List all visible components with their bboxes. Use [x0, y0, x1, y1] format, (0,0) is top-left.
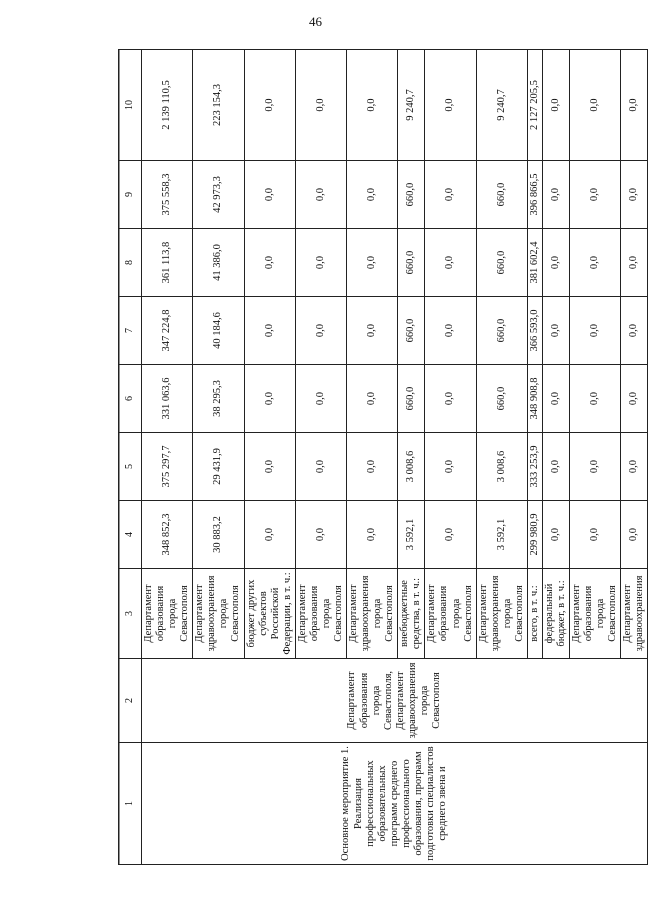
value-cell: 3 008,6 [398, 433, 425, 501]
value-cell: 0,0 [347, 229, 398, 297]
value-cell: 0,0 [425, 433, 476, 501]
value-cell: 0,0 [542, 501, 569, 569]
value-cell: 333 253,9 [527, 433, 542, 501]
value-cell: 0,0 [621, 161, 648, 229]
value-cell: 660,0 [398, 297, 425, 365]
value-cell: 0,0 [425, 501, 476, 569]
value-cell: 660,0 [398, 229, 425, 297]
value-cell: 0,0 [295, 297, 346, 365]
value-cell: 396 866,5 [527, 161, 542, 229]
value-cell: 660,0 [476, 297, 527, 365]
value-cell: 660,0 [476, 365, 527, 433]
value-cell: 0,0 [425, 229, 476, 297]
value-cell: 0,0 [425, 50, 476, 161]
value-cell: 348 852,3 [142, 501, 193, 569]
value-cell: 347 224,8 [142, 297, 193, 365]
value-cell: 0,0 [542, 229, 569, 297]
value-cell: 0,0 [244, 297, 295, 365]
value-cell: 0,0 [244, 161, 295, 229]
header-row [119, 50, 142, 865]
measure-description-cell: Основное мероприятие 1. Реализация профессиональных образовательных программ среднего профессионального образования, программ подготовки специалистов среднего звена и [142, 743, 648, 865]
header-cell: 9 [119, 161, 142, 229]
header-cell: 2 [119, 659, 142, 743]
value-cell: 0,0 [425, 365, 476, 433]
value-cell: 0,0 [570, 50, 621, 161]
value-cell: 660,0 [398, 161, 425, 229]
value-cell: 375 558,3 [142, 161, 193, 229]
value-cell: 0,0 [295, 50, 346, 161]
value-cell: 0,0 [295, 365, 346, 433]
source-label-cell: Департамент здравоохранения [621, 569, 648, 659]
source-label-cell: федеральный бюджет, в т. ч.: [542, 569, 569, 659]
value-cell: 0,0 [347, 365, 398, 433]
value-cell: 660,0 [476, 161, 527, 229]
value-cell: 348 908,8 [527, 365, 542, 433]
value-cell: 223 154,3 [193, 50, 244, 161]
header-cell: 6 [119, 365, 142, 433]
value-cell: 29 431,9 [193, 433, 244, 501]
value-cell: 0,0 [347, 297, 398, 365]
source-label-cell: Департамент образования города Севастополя [425, 569, 476, 659]
value-cell: 0,0 [425, 161, 476, 229]
value-cell: 0,0 [347, 433, 398, 501]
header-cell: 7 [119, 297, 142, 365]
value-cell: 0,0 [570, 433, 621, 501]
value-cell: 0,0 [347, 501, 398, 569]
value-cell: 0,0 [295, 229, 346, 297]
value-cell: 3 592,1 [398, 501, 425, 569]
value-cell: 40 184,6 [193, 297, 244, 365]
value-cell: 0,0 [244, 365, 295, 433]
value-cell: 0,0 [621, 501, 648, 569]
value-cell: 9 240,7 [398, 50, 425, 161]
value-cell: 0,0 [570, 365, 621, 433]
value-cell: 2 127 205,5 [527, 50, 542, 161]
value-cell: 0,0 [542, 297, 569, 365]
value-cell: 0,0 [570, 161, 621, 229]
budget-table [118, 49, 648, 865]
value-cell: 0,0 [542, 433, 569, 501]
header-cell: 3 [119, 569, 142, 659]
value-cell: 375 297,7 [142, 433, 193, 501]
value-cell: 0,0 [295, 161, 346, 229]
source-label-cell: Департамент здравоохранения города Севастополя [476, 569, 527, 659]
value-cell: 0,0 [621, 229, 648, 297]
value-cell: 0,0 [570, 297, 621, 365]
header-cell: 1 [119, 743, 142, 865]
source-label-cell: Департамент здравоохранения города Севастополя [347, 569, 398, 659]
value-cell: 0,0 [621, 50, 648, 161]
value-cell: 0,0 [244, 50, 295, 161]
source-label-cell: Департамент здравоохранения города Севастополя [193, 569, 244, 659]
table-row [142, 50, 193, 865]
header-cell: 10 [119, 50, 142, 161]
header-cell: 8 [119, 229, 142, 297]
value-cell: 0,0 [542, 161, 569, 229]
value-cell: 0,0 [542, 365, 569, 433]
value-cell: 2 139 110,5 [142, 50, 193, 161]
value-cell: 0,0 [621, 297, 648, 365]
value-cell: 0,0 [244, 501, 295, 569]
value-cell: 0,0 [621, 433, 648, 501]
source-label-cell: Департамент образования города Севастополя [142, 569, 193, 659]
source-label-cell: Департамент образования города Севастополя [295, 569, 346, 659]
value-cell: 0,0 [570, 501, 621, 569]
value-cell: 299 980,9 [527, 501, 542, 569]
value-cell: 366 593,0 [527, 297, 542, 365]
value-cell: 0,0 [244, 229, 295, 297]
value-cell: 30 883,2 [193, 501, 244, 569]
value-cell: 660,0 [476, 229, 527, 297]
value-cell: 361 113,8 [142, 229, 193, 297]
value-cell: 3 008,6 [476, 433, 527, 501]
value-cell: 0,0 [347, 50, 398, 161]
value-cell: 660,0 [398, 365, 425, 433]
rotated-table-wrapper [118, 50, 646, 865]
value-cell: 42 973,3 [193, 161, 244, 229]
value-cell: 0,0 [425, 297, 476, 365]
value-cell: 41 386,0 [193, 229, 244, 297]
value-cell: 3 592,1 [476, 501, 527, 569]
value-cell: 0,0 [295, 501, 346, 569]
value-cell: 0,0 [295, 433, 346, 501]
value-cell: 0,0 [621, 365, 648, 433]
executor-cell: Департамент образования города Севастополя, Департамент здравоохранения города Севастополя [142, 659, 648, 743]
source-label-cell: бюджет других субъектов Российской Федерации, в т. ч.: [244, 569, 295, 659]
source-label-cell: внебюджетные средства, в т. ч.: [398, 569, 425, 659]
value-cell: 331 063,6 [142, 365, 193, 433]
value-cell: 0,0 [347, 161, 398, 229]
header-cell: 4 [119, 501, 142, 569]
value-cell: 0,0 [244, 433, 295, 501]
value-cell: 9 240,7 [476, 50, 527, 161]
header-cell: 5 [119, 433, 142, 501]
value-cell: 38 295,3 [193, 365, 244, 433]
value-cell: 0,0 [542, 50, 569, 161]
source-label-cell: всего, в т. ч.: [527, 569, 542, 659]
value-cell: 381 602,4 [527, 229, 542, 297]
value-cell: 0,0 [570, 229, 621, 297]
page-number: 46 [309, 14, 322, 29]
source-label-cell: Департамент образования города Севастополя [570, 569, 621, 659]
rotated-table-canvas [118, 50, 646, 865]
